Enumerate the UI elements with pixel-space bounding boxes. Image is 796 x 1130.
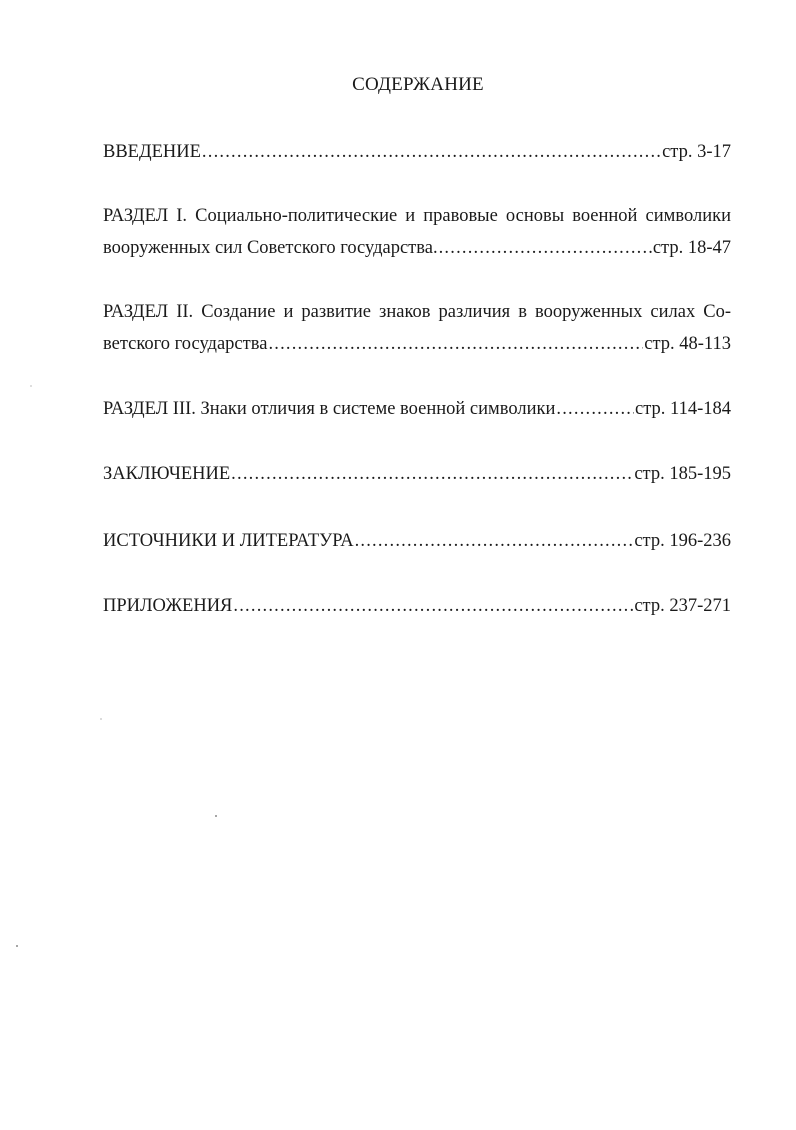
scan-speck [16, 945, 18, 947]
toc-entry-section-2 [103, 296, 731, 360]
toc-entry-title: ИСТОЧНИКИ И ЛИТЕРАТУРА [103, 531, 354, 551]
toc-entry-pages: стр. 114-184 [635, 399, 731, 419]
toc-entry-pages: стр. 48-113 [644, 334, 731, 354]
toc-entry-introduction [103, 136, 731, 168]
toc-entry-title-line-1: РАЗДЕЛ I. Социально-политические и правовые основы военной символики [103, 206, 731, 226]
toc-entry-title-line-2: вооруженных сил Советского государства. [103, 238, 438, 258]
dot-leader [556, 393, 634, 425]
toc-entry-section-3 [103, 393, 731, 425]
toc-entry-title-line-1: РАЗДЕЛ II. Создание и развитие знаков различия в вооруженных силах Со- [103, 302, 731, 322]
toc-entry-title: ВВЕДЕНИЕ [103, 142, 201, 162]
toc-entry-pages: стр. 237-271 [634, 596, 731, 616]
toc-entry-conclusion [103, 458, 731, 490]
toc-entry-section-1 [103, 200, 731, 264]
toc-entry-pages: стр. 196-236 [634, 531, 731, 551]
scan-speck [30, 385, 32, 387]
dot-leader [233, 590, 633, 622]
dot-leader [231, 458, 633, 490]
toc-entry-title: ПРИЛОЖЕНИЯ [103, 596, 233, 616]
toc-entry-title: ЗАКЛЮЧЕНИЕ [103, 464, 231, 484]
dot-leader [355, 525, 634, 557]
toc-entry-pages: стр. 185-195 [634, 464, 731, 484]
toc-entry-pages: стр. 3-17 [662, 142, 731, 162]
scan-speck [100, 718, 102, 720]
dot-leader [202, 136, 661, 168]
toc-entry-title: РАЗДЕЛ III. Знаки отличия в системе военной символики [103, 399, 556, 419]
scan-speck [215, 815, 217, 817]
dot-leader [268, 328, 643, 360]
toc-entry-appendices [103, 590, 731, 622]
page-title: СОДЕРЖАНИЕ [352, 74, 484, 95]
dot-leader [439, 232, 652, 264]
toc-entry-title-line-2: ветского государства [103, 334, 268, 354]
toc-entry-pages: стр. 18-47 [652, 238, 731, 258]
toc-entry-sources [103, 525, 731, 557]
